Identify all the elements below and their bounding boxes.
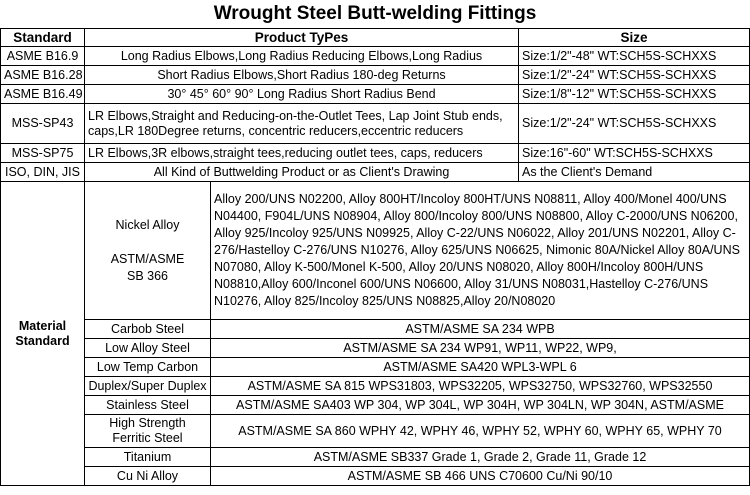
material-name-line2: Ferritic Steel (112, 431, 183, 445)
header-size: Size (519, 29, 750, 47)
size-cell: As the Client's Demand (519, 163, 750, 182)
table-row (1, 104, 750, 144)
material-name: Carbob Steel (85, 320, 211, 339)
standard-cell: ASME B16.28 (1, 66, 85, 85)
fittings-table (0, 28, 750, 486)
material-row (1, 320, 750, 339)
table-row (1, 66, 750, 85)
product-cell: Long Radius Elbows,Long Radius Reducing Elbows,Long Radius (85, 47, 519, 66)
table-header-row (1, 29, 750, 47)
header-product-types: Product TyPes (85, 29, 519, 47)
size-cell: Size:1/8"-12" WT:SCH5S-SCHXXS (519, 85, 750, 104)
product-cell: 30° 45° 60° 90° Long Radius Short Radius Bend (85, 85, 519, 104)
material-spec: ASTM/ASME SB337 Grade 1, Grade 2, Grade 11, Grade 12 (211, 448, 750, 467)
material-row (1, 377, 750, 396)
material-name: Duplex/Super Duplex (85, 377, 211, 396)
product-cell: LR Elbows,Straight and Reducing-on-the-Outlet Tees, Lap Joint Stub ends, caps,LR 180Degree returns, concentric reducers,eccentric reducers (85, 104, 519, 144)
material-spec: ASTM/ASME SB 466 UNS C70600 Cu/Ni 90/10 (211, 467, 750, 486)
nickel-alloy-cell (85, 182, 211, 320)
material-row (1, 467, 750, 486)
material-row (1, 448, 750, 467)
standard-cell: MSS-SP75 (1, 144, 85, 163)
standard-cell: ISO, DIN, JIS (1, 163, 85, 182)
size-cell: Size:1/2"-48" WT:SCH5S-SCHXXS (519, 47, 750, 66)
table-row (1, 163, 750, 182)
material-row (1, 339, 750, 358)
product-cell: All Kind of Buttwelding Product or as Client's Drawing (85, 163, 519, 182)
material-spec: ASTM/ASME SA 234 WPB (211, 320, 750, 339)
nickel-alloy-std-line1: ASTM/ASME (110, 251, 185, 266)
product-cell: Short Radius Elbows,Short Radius 180-deg Returns (85, 66, 519, 85)
size-cell: Size:1/2"-24" WT:SCH5S-SCHXXS (519, 104, 750, 144)
material-standard-label (1, 182, 85, 486)
material-spec: ASTM/ASME SA 860 WPHY 42, WPHY 46, WPHY 52, WPHY 60, WPHY 65, WPHY 70 (211, 415, 750, 448)
material-spec: ASTM/ASME SA420 WPL3-WPL 6 (211, 358, 750, 377)
material-name: Low Temp Carbon (85, 358, 211, 377)
material-row (1, 396, 750, 415)
material-spec: ASTM/ASME SA 815 WPS31803, WPS32205, WPS32750, WPS32760, WPS32550 (211, 377, 750, 396)
material-name: Cu Ni Alloy (85, 467, 211, 486)
size-cell: Size:16"-60" WT:SCH5S-SCHXXS (519, 144, 750, 163)
document-title: Wrought Steel Butt-welding Fittings (213, 3, 537, 24)
material-name: Titanium (85, 448, 211, 467)
table-row (1, 144, 750, 163)
material-spec: ASTM/ASME SA403 WP 304, WP 304L, WP 304H, WP 304LN, WP 304N, ASTM/ASME (211, 396, 750, 415)
size-cell: Size:1/2"-24" WT:SCH5S-SCHXXS (519, 66, 750, 85)
nickel-alloy-list: Alloy 200/UNS N02200, Alloy 800HT/Incoloy 800HT/UNS N08811, Alloy 400/Monel 400/UNS N04400, F904L/UNS N08904, Alloy 800/Incoloy 800/UNS N08800, Alloy C-2000/UNS N06200, Alloy 925/Incoloy 925/UNS N09925, Alloy C-22/UNS N06022, Alloy 201/UNS N02201, Alloy C-276/Hastelloy C-276/UNS N10276, Alloy 625/UNS N06625, Nimonic 80A/Nickel Alloy 80A/UNS N07080, Alloy K-500/Monel K-500, Alloy 20/UNS N08020, Alloy 800H/Incoloy 800H/UNS N08810,Alloy 600/Inconel 600/UNS N06600, Alloy 31/UNS N08031,Hastelloy C-276/UNS N10276, Alloy 825/Incoloy 825/UNS N08825,Alloy 20/N08020 (211, 182, 750, 320)
material-spec: ASTM/ASME SA 234 WP91, WP11, WP22, WP9, (211, 339, 750, 358)
standard-cell: ASME B16.9 (1, 47, 85, 66)
material-label-line2: Standard (15, 333, 70, 348)
table-row (1, 85, 750, 104)
material-label-line1: Material (18, 318, 67, 333)
product-cell: LR Elbows,3R elbows,straight tees,reducing outlet tees, caps, reducers (85, 144, 519, 163)
material-name (85, 415, 211, 448)
nickel-alloy-std-line2: SB 366 (126, 268, 168, 283)
material-row (1, 415, 750, 448)
material-row (1, 358, 750, 377)
standard-cell: ASME B16.49 (1, 85, 85, 104)
standard-cell: MSS-SP43 (1, 104, 85, 144)
table-row (1, 47, 750, 66)
material-name: Stainless Steel (85, 396, 211, 415)
material-name: Low Alloy Steel (85, 339, 211, 358)
material-row-nickel (1, 182, 750, 320)
material-name-line1: High Strength (109, 416, 186, 430)
nickel-alloy-name: Nickel Alloy (115, 217, 180, 232)
header-standard: Standard (1, 29, 85, 47)
